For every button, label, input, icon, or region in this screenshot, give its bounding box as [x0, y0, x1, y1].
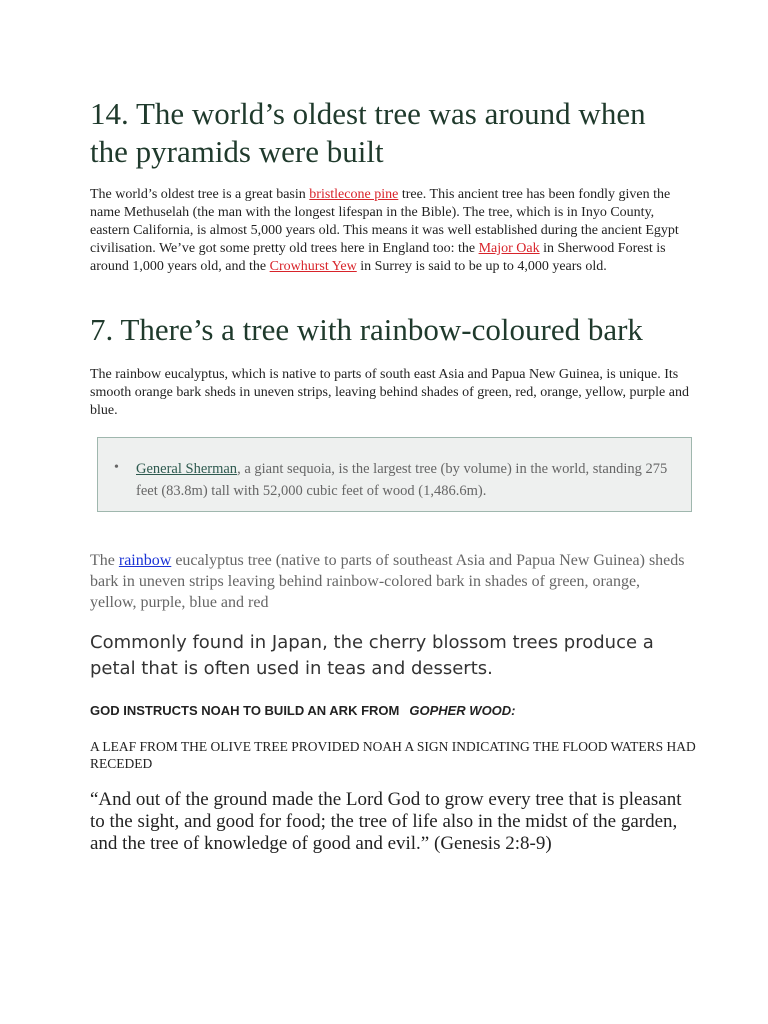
text: in Surrey is said to be up to 4,000 years old.: [356, 259, 607, 274]
text-italic: GOPHER WOOD:: [409, 703, 516, 718]
link-general-sherman[interactable]: General Sherman: [136, 461, 238, 477]
paragraph-cherry-blossom: Commonly found in Japan, the cherry blossom trees produce a petal that is often used in teas and desserts.: [90, 632, 654, 679]
heading-oldest-tree: 14. The world’s oldest tree was around when the pyramids were built: [90, 96, 646, 169]
link-crowhurst-yew[interactable]: Crowhurst Yew: [269, 259, 357, 274]
text: The world’s oldest tree is a great basin: [90, 187, 310, 202]
text: eucalyptus tree (native to parts of southeast Asia and Papua New Guinea) sheds bark in uneven strips leaving behind rainbow-colored bark in shades of green, orange, yellow, purple, blue and red: [90, 552, 685, 611]
callout-box: [97, 437, 692, 512]
text: tree. This ancient tree has been fondly given the name Methuselah (the man with the longest lifespan in the Bible). The tree, which is in Inyo County, eastern California, is almost 5,000 years old. This means it was well established during the ancient Egypt civilisation. We’ve got some pretty old trees here in England too: the: [90, 187, 679, 256]
heading-gopher-wood: [90, 702, 516, 720]
paragraph-rainbow-grey: [90, 550, 690, 613]
paragraph-oldest-tree: [90, 186, 690, 276]
quote-genesis: “And out of the ground made the Lord God to grow every tree that is pleasant to the sight, and good for food; the tree of life also in the midst of the garden, and the tree of knowledge of good and evil.” (Genesis 2:8-9): [90, 789, 682, 854]
text: The: [90, 552, 119, 569]
text: , a giant sequoia, is the largest tree (by volume) in the world, standing 275 feet (83.8m) tall with 52,000 cubic feet of wood (1,486.6m).: [136, 461, 668, 499]
link-rainbow[interactable]: rainbow: [118, 552, 172, 569]
paragraph-rainbow-eucalyptus: The rainbow eucalyptus, which is native to parts of south east Asia and Papua New Guinea, is unique. Its smooth orange bark sheds in uneven strips, leaving behind shades of green, red, orange, yellow, purple and blue.: [90, 367, 689, 418]
text: in Sherwood Forest is around 1,000 years old, and the: [90, 241, 666, 274]
paragraph-olive-leaf: A LEAF FROM THE OLIVE TREE PROVIDED NOAH A SIGN INDICATING THE FLOOD WATERS HAD RECEDED: [90, 739, 696, 771]
text: GOD INSTRUCTS NOAH TO BUILD AN ARK FROM: [90, 703, 400, 718]
callout-text: [136, 458, 676, 502]
heading-rainbow-bark: 7. There’s a tree with rainbow-coloured bark: [90, 312, 643, 347]
link-major-oak[interactable]: Major Oak: [478, 241, 540, 256]
link-bristlecone-pine[interactable]: bristlecone pine: [309, 187, 399, 202]
bullet-icon: •: [114, 460, 119, 475]
